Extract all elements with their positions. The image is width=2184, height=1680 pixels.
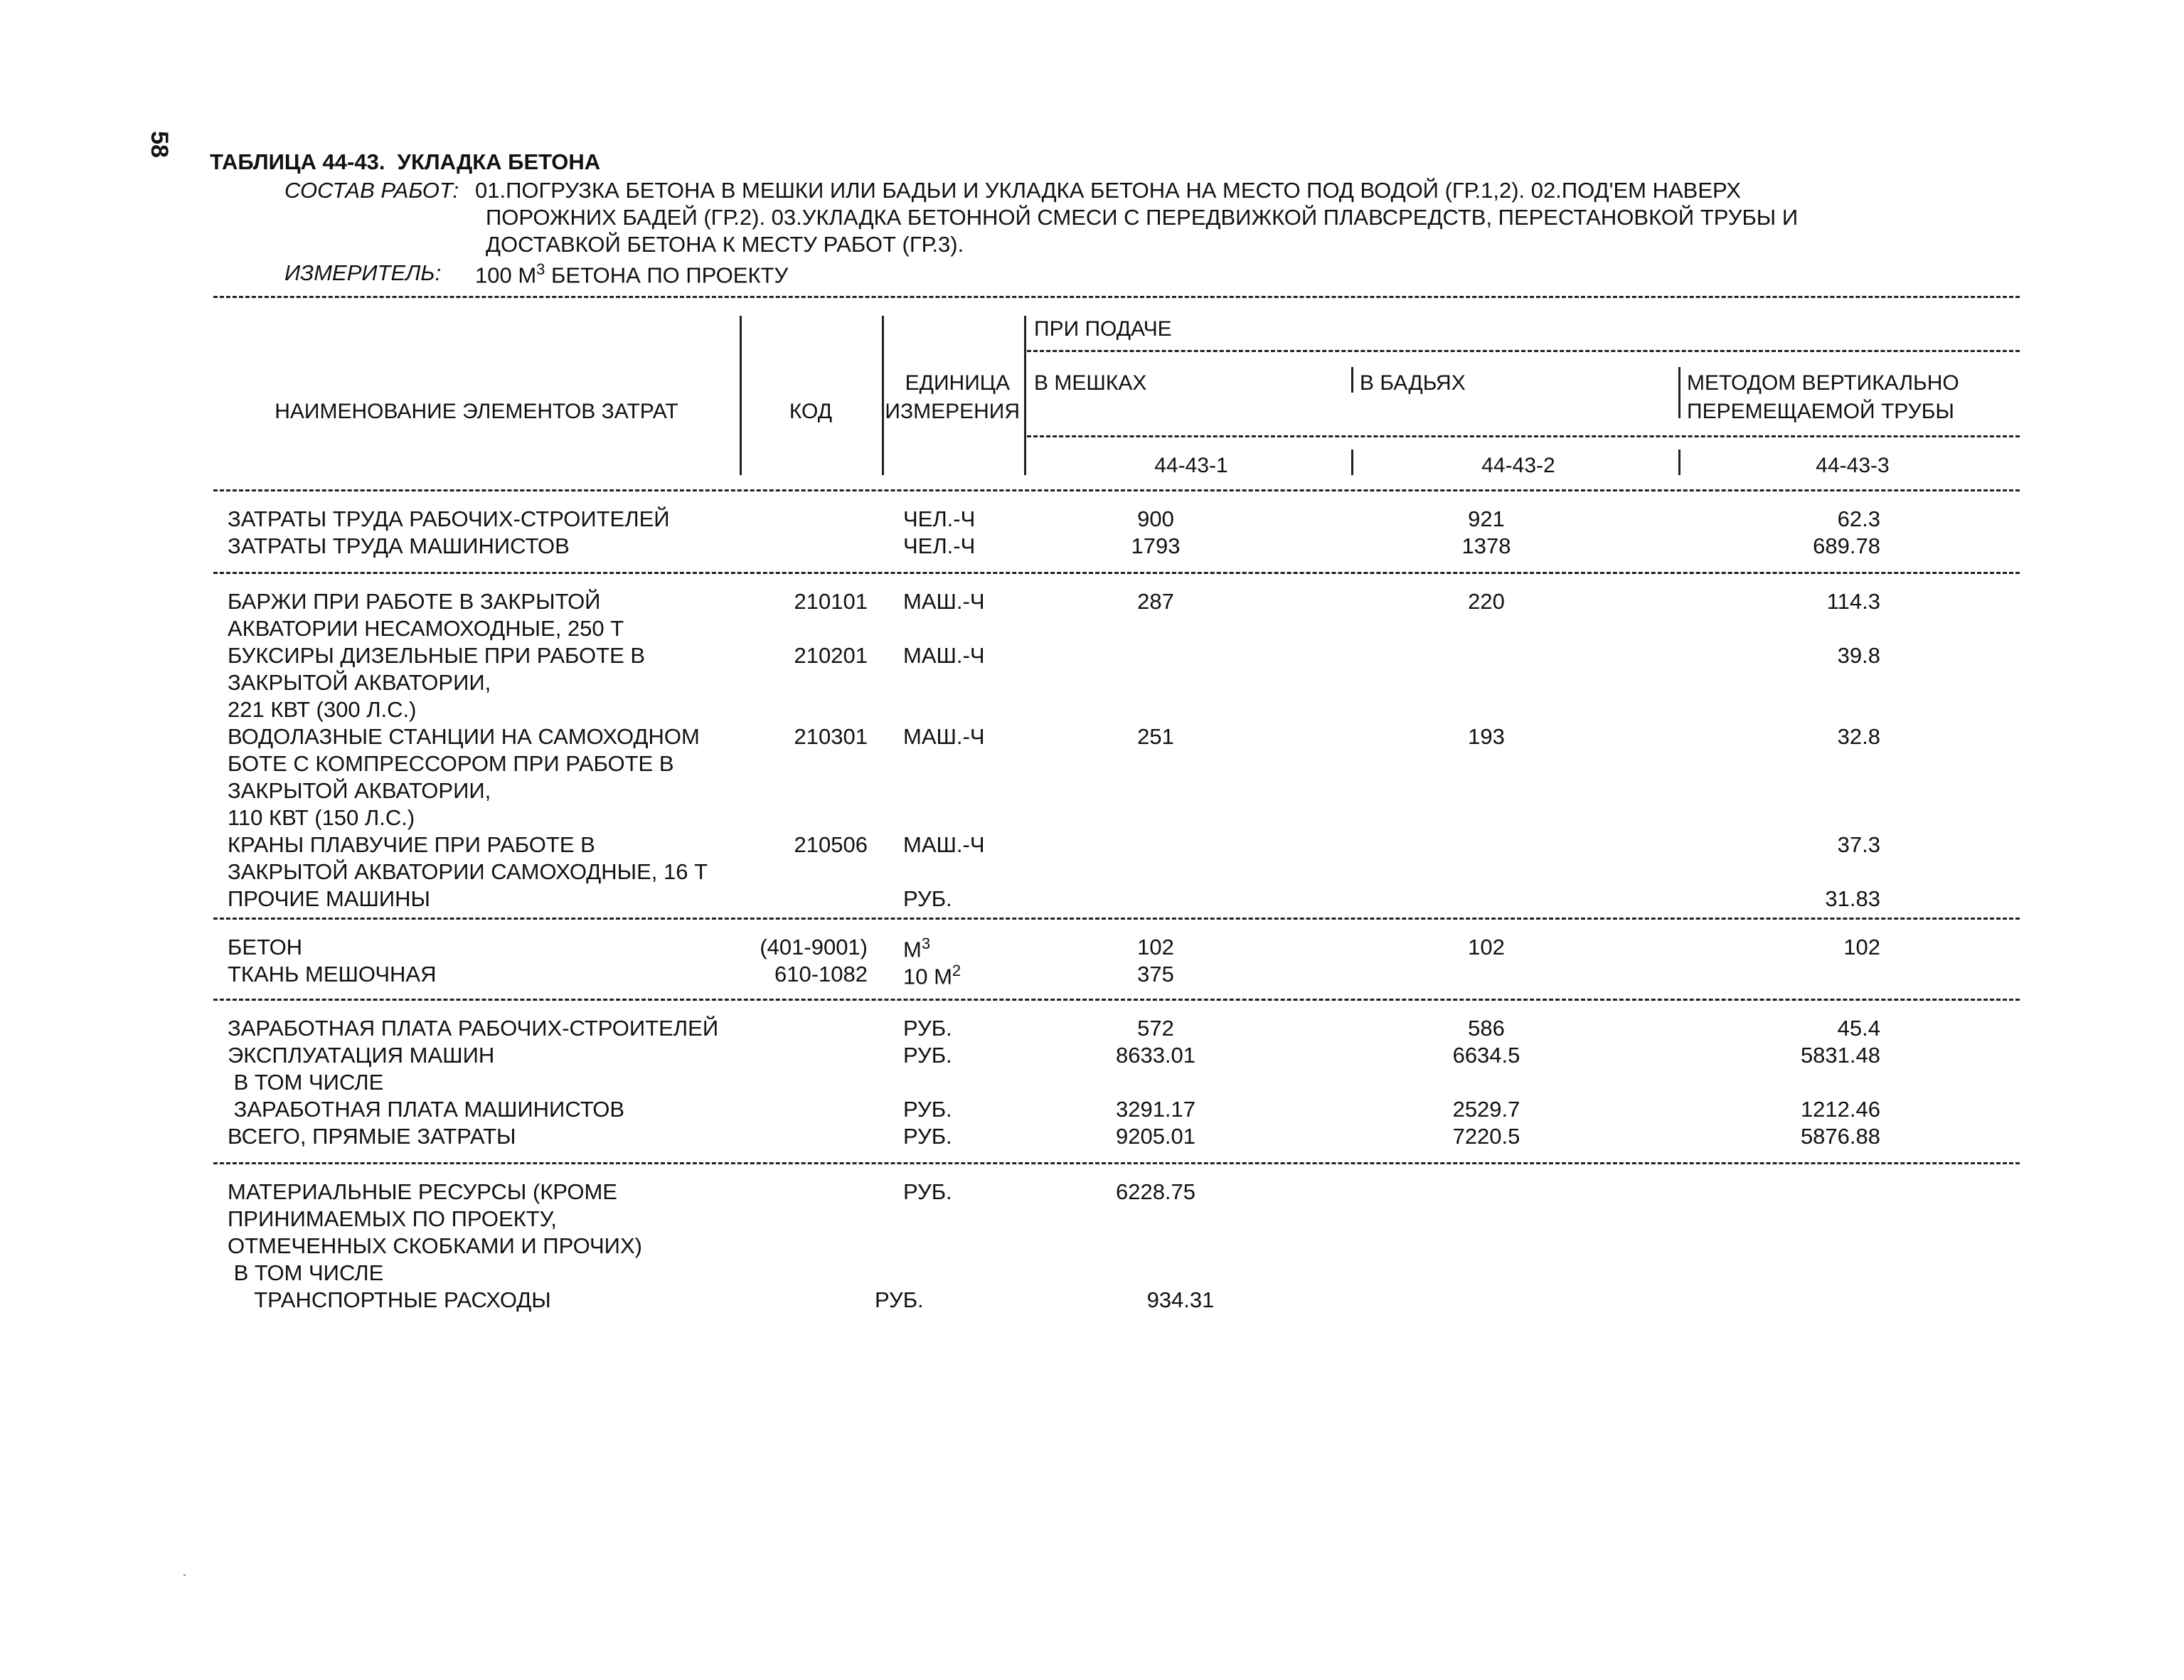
header-divider-c2-c3-bottom [1678,450,1680,475]
row-value-bags: 900 [1137,506,1174,531]
row-value-pipe: 39.8 [1837,643,1880,668]
row-name: ЗАКРЫТОЙ АКВАТОРИИ, [228,670,491,695]
row-unit-text: МАШ.-Ч [903,589,985,614]
row-name: КРАНЫ ПЛАВУЧИЕ ПРИ РАБОТЕ В [228,832,595,857]
header-code-3: 44-43-3 [1816,454,1890,477]
row-value-pipe: 102 [1843,935,1880,959]
row-name: БОТЕ С КОМПРЕССОРОМ ПРИ РАБОТЕ В [228,751,674,776]
row-value-buckets: 7220.5 [1452,1124,1520,1149]
row-value-buckets: 1378 [1461,533,1511,558]
row-value-buckets: 220 [1468,589,1505,614]
row-name: ЗАТРАТЫ ТРУДА РАБОЧИХ-СТРОИТЕЛЕЙ [228,506,670,531]
row-value-bags: 8633.01 [1115,1043,1196,1068]
row-unit-text: М [903,937,922,962]
row-unit [903,834,985,856]
row-value-pipe: 31.83 [1825,886,1880,911]
row-value-buckets: 2529.7 [1452,1097,1520,1122]
row-value-pipe: 5876.88 [1800,1124,1880,1149]
table-title: ТАБЛИЦА 44-43. УКЛАДКА БЕТОНА [210,149,601,174]
header-divider-c2-c3-top [1678,367,1680,418]
row-code: 210101 [794,589,868,614]
row-value-pipe: 114.3 [1826,589,1880,614]
row-value-bags: 3291.17 [1115,1097,1196,1122]
header-top-rule [213,296,2020,298]
row-unit-text: МАШ.-Ч [903,724,985,749]
measure-label: ИЗМЕРИТЕЛЬ: [284,260,442,285]
row-name: ПРОЧИЕ МАШИНЫ [228,886,430,911]
row-unit-text: РУБ. [903,1097,952,1122]
row-unit-text: МАШ.-Ч [903,643,985,668]
row-name: ТКАНЬ МЕШОЧНАЯ [228,962,437,987]
header-divider-unit-supply [1024,316,1026,475]
row-unit-text: РУБ. [903,1179,952,1204]
header-divider-c1-c2-top [1351,367,1353,393]
row-name: БУКСИРЫ ДИЗЕЛЬНЫЕ ПРИ РАБОТЕ В [228,643,646,668]
header-col-pipe-1: МЕТОДОМ ВЕРТИКАЛЬНО [1687,371,1959,395]
row-value-bags: 1793 [1131,533,1181,558]
header-supply-rule [1027,350,2020,352]
row-name: МАТЕРИАЛЬНЫЕ РЕСУРСЫ (КРОМЕ [228,1179,617,1204]
row-value-pipe: 45.4 [1837,1016,1880,1041]
header-col-buckets: В БАДЬЯХ [1360,371,1466,395]
header-code-col: КОД [789,400,833,423]
row-unit [903,725,985,748]
measure-value-pre: 100 М [475,262,537,288]
row-name: ТРАНСПОРТНЫЕ РАСХОДЫ [242,1287,551,1312]
row-code: 210506 [794,832,868,857]
row-unit-text: ЧЕЛ.-Ч [903,506,976,531]
row-value-bags: 287 [1137,589,1174,614]
row-unit-text: РУБ. [903,1016,952,1041]
section-rule-1 [213,572,2020,574]
header-bottom-rule [213,489,2020,491]
row-unit [903,963,961,987]
header-col-bags: В МЕШКАХ [1034,371,1147,395]
row-unit [903,644,985,666]
header-codes-rule [1027,435,2020,437]
row-name: ЗАКРЫТОЙ АКВАТОРИИ САМОХОДНЫЕ, 16 Т [228,859,708,884]
row-value-bags: 572 [1137,1016,1174,1041]
row-name: ЗАРАБОТНАЯ ПЛАТА РАБОЧИХ-СТРОИТЕЛЕЙ [228,1016,719,1041]
row-name: БЕТОН [228,935,303,959]
row-name: ВСЕГО, ПРЯМЫЕ ЗАТРАТЫ [228,1124,516,1149]
row-code: 210201 [794,643,868,668]
row-unit-text: 10 М [903,964,952,989]
row-name: В ТОМ ЧИСЛЕ [228,1260,384,1285]
measure-value-sup: 3 [536,260,545,278]
row-name: 110 КВТ (150 Л.С.) [228,805,415,830]
header-divider-c1-c2-bottom [1351,450,1353,475]
row-unit [903,1181,952,1203]
row-unit [903,936,930,960]
row-unit [903,1017,952,1039]
row-unit [875,1289,924,1311]
row-name: В ТОМ ЧИСЛЕ [228,1070,384,1095]
header-divider-name-code [740,316,742,475]
row-name: ВОДОЛАЗНЫЕ СТАНЦИИ НА САМОХОДНОМ [228,724,700,749]
row-value-buckets: 193 [1468,724,1505,749]
header-col-pipe-2: ПЕРЕМЕЩАЕМОЙ ТРУБЫ [1687,400,1954,423]
row-code: (401-9001) [760,935,868,959]
row-value-bags: 375 [1137,962,1174,987]
row-value-pipe: 5831.48 [1800,1043,1880,1068]
composition-line-2: ПОРОЖНИХ БАДЕЙ (ГР.2). 03.УКЛАДКА БЕТОННОЙ СМЕСИ С ПЕРЕДВИЖКОЙ ПЛАВСРЕДСТВ, ПЕРЕСТАНОВКОЙ ТРУБЫ И [486,205,1799,230]
section-rule-3 [213,999,2020,1001]
row-value-pipe: 62.3 [1837,506,1880,531]
row-unit-sup: 3 [921,935,931,952]
row-value-pipe: 689.78 [1813,533,1880,558]
header-supply: ПРИ ПОДАЧЕ [1034,317,1172,341]
section-rule-4 [213,1162,2020,1164]
measure-value [475,262,788,286]
composition-line-3: ДОСТАВКОЙ БЕТОНА К МЕСТУ РАБОТ (ГР.3). [486,232,964,257]
row-name: ПРИНИМАЕМЫХ ПО ПРОЕКТУ, [228,1206,557,1231]
row-value-pipe: 1212.46 [1800,1097,1880,1122]
row-unit-text: РУБ. [875,1287,924,1312]
row-unit-text: РУБ. [903,1043,952,1068]
page-number: 58 [145,131,173,158]
header-code-1: 44-43-1 [1154,454,1228,477]
row-unit [903,888,952,910]
row-value-pipe: 32.8 [1837,724,1880,749]
row-name: 221 КВТ (300 Л.С.) [228,697,417,722]
row-name: БАРЖИ ПРИ РАБОТЕ В ЗАКРЫТОЙ [228,589,601,614]
row-code: 210301 [794,724,868,749]
row-unit-text: РУБ. [903,1124,952,1149]
scan-speck [183,1574,186,1576]
row-unit [903,535,975,557]
composition-line-1: 01.ПОГРУЗКА БЕТОНА В МЕШКИ ИЛИ БАДЬИ И УКЛАДКА БЕТОНА НА МЕСТО ПОД ВОДОЙ (ГР.1,2). 02.ПОД'ЕМ НАВЕРХ [475,178,1741,203]
row-value-bags: 9205.01 [1115,1124,1196,1149]
row-unit [903,1125,952,1147]
row-name: АКВАТОРИИ НЕСАМОХОДНЫЕ, 250 Т [228,616,624,641]
row-name: ЭКСПЛУАТАЦИЯ МАШИН [228,1043,495,1068]
row-unit-text: МАШ.-Ч [903,832,985,857]
row-value-bags: 102 [1137,935,1174,959]
measure-value-post: БЕТОНА ПО ПРОЕКТУ [545,262,789,288]
row-unit [903,1044,952,1066]
row-value-buckets: 6634.5 [1452,1043,1520,1068]
row-name: ЗАРАБОТНАЯ ПЛАТА МАШИНИСТОВ [228,1097,625,1122]
row-name: ОТМЕЧЕННЫХ СКОБКАМИ И ПРОЧИХ) [228,1233,642,1258]
row-unit-sup: 2 [952,962,962,979]
row-value-buckets: 921 [1468,506,1505,531]
header-unit-col-1: ЕДИНИЦА [905,371,1010,395]
header-code-2: 44-43-2 [1481,454,1555,477]
row-code: 610-1082 [774,962,868,987]
row-name: ЗАКРЫТОЙ АКВАТОРИИ, [228,778,491,803]
row-unit [903,590,985,612]
row-value-bags: 6228.75 [1115,1179,1196,1204]
header-unit-col-2: ИЗМЕРЕНИЯ [885,400,1020,423]
row-unit-text: ЧЕЛ.-Ч [903,533,976,558]
composition-label: СОСТАВ РАБОТ: [284,178,459,203]
row-value-pipe: 37.3 [1837,832,1880,857]
row-unit [903,508,975,530]
row-value-bags: 251 [1137,724,1174,749]
section-rule-2 [213,918,2020,920]
row-unit-text: РУБ. [903,886,952,911]
row-value-buckets: 586 [1468,1016,1505,1041]
row-value-bags: 934.31 [1146,1287,1215,1312]
header-name-col: НАИМЕНОВАНИЕ ЭЛЕМЕНТОВ ЗАТРАТ [275,400,678,423]
header-divider-code-unit [882,316,884,475]
row-value-buckets: 102 [1468,935,1505,959]
row-unit [903,1098,952,1120]
row-name: ЗАТРАТЫ ТРУДА МАШИНИСТОВ [228,533,570,558]
